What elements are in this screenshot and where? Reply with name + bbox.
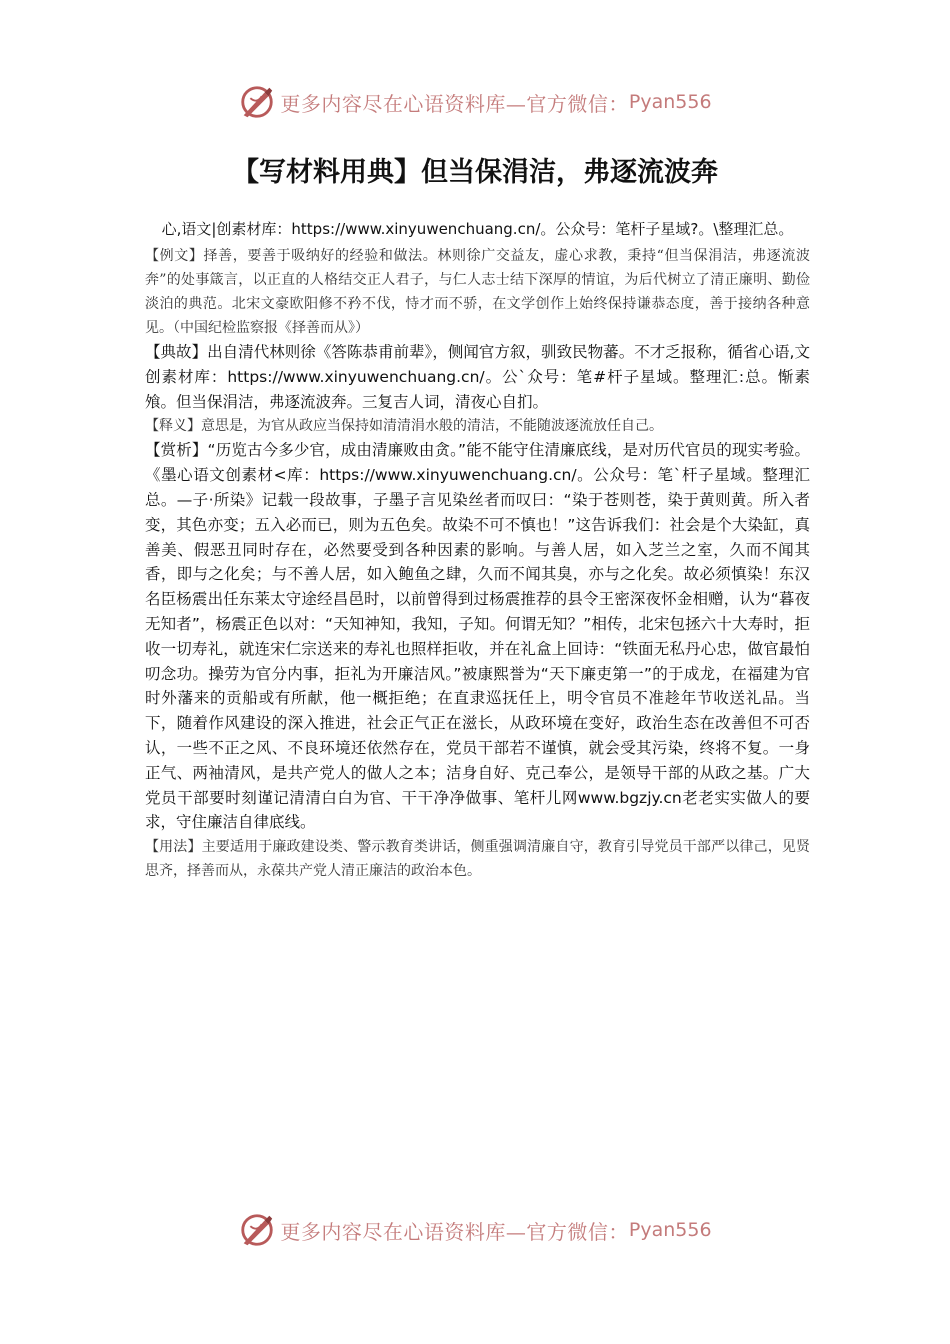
- article-body: [145, 218, 810, 883]
- section-origin: [145, 340, 810, 414]
- section-meaning-tag: 【释义】: [145, 418, 201, 435]
- section-usage: [145, 835, 810, 883]
- section-analysis-text: “历览古今多少官，成由清廉败由贪。”能不能守住清廉底线，是对历代官员的现实考验。《墨心语文创素材<库：https://www.xinyuwenchuang.cn/。公众号：笔`杆子星域。整理汇总。—子·所染》记载一段故事，子墨子言见染丝者而叹曰：“染于苍则苍，染于黄则黄。所入者变，其色亦变；五入必而已，则为五色矣。故染不可不慎也！”这告诉我们：社会是个大染缸，真善美、假恶丑同时存在，必然要受到各种因素的影响。与善人居，如入芝兰之室，久而不闻其香，即与之化矣；与不善人居，如入鲍鱼之肆，久而不闻其臭，亦与之化矣。故必须慎染！东汉名臣杨震出任东莱太守途经昌邑时，以前曾得到过杨震推荐的县令王密深夜怀金相赠，认为“暮夜无知者”，杨震正色以对：“天知神知，我知，子知。何谓无知？”相传，北宋包拯六十大寿时，拒收一切寿礼，就连宋仁宗送来的寿礼也照样拒收，并在礼盒上回诗：“铁面无私丹心忠，做官最怕叨念功。操劳为官分内事，拒礼为开廉洁风。”被康熙誉为“天下廉吏第一”的于成龙，在福建为官时外藩来的贡船或有所献，他一概拒绝；在直隶巡抚任上，明令官员不准趁年节收送礼品。当下，随着作风建设的深入推进，社会正气正在滋长，从政环境在变好，政治生态在改善但不可否认，一些不正之风、不良环境还依然存在，党员干部若不谨慎，就会受其污染，终将不复。一身正气、两袖清风，是共产党人的做人之本；洁身自好、克己奉公，是领导干部的从政之基。广大党员干部要时刻谨记清清白白为官、干干净净做事、笔杆儿网www.bgzjy.cn老老实实做人的要求，守住廉洁自律底线。: [145, 441, 810, 832]
- section-origin-tag: 【典故】: [145, 343, 208, 361]
- section-usage-tag: 【用法】: [145, 839, 202, 856]
- pen-logo-icon: [238, 83, 276, 121]
- page-title: 【写材料用典】但当保涓洁，弗逐流波奔: [232, 157, 718, 188]
- source-intro: 心,语文|创素材库：https://www.xinyuwenchuang.cn/。公众号：笔杆子星域?。\整理汇总。: [161, 220, 794, 238]
- section-analysis-tag: 【赏析】: [145, 441, 208, 460]
- section-origin-text: 出自清代林则徐《答陈恭甫前辈》，侧闻官方叙，驯致民物蕃。不才乏报称，循省心语,文创素材库：https://www.xinyuwenchuang.cn/。公`众号：笔#杆子星域。整理汇:总。惭素飧。但当保涓洁，弗逐流波奔。三复吉人词，清夜心自扪。: [145, 343, 810, 411]
- section-example-tag: 【例文】: [145, 248, 204, 264]
- section-analysis: [145, 438, 810, 835]
- section-example-text: 择善，要善于吸纳好的经验和做法。林则徐广交益友，虚心求教，秉持“但当保涓洁，弗逐流波奔”的处事箴言，以正直的人格结交正人君子，与仁人志士结下深厚的情谊，为后代树立了清正廉明、勤俭淡泊的典范。北宋文豪欧阳修不矜不伐，恃才而不骄，在文学创作上始终保持谦恭态度，善于接纳各种意见。（中国纪检监察报《择善而从》）: [145, 248, 811, 336]
- section-usage-text: 主要适用于廉政建设类、警示教育类讲话，侧重强调清廉自守，教育引导党员干部严以律己，见贤思齐，择善而从，永葆共产党人清正廉洁的政治本色。: [145, 839, 810, 880]
- banner-wechat-id: Pyan556: [628, 91, 712, 113]
- pen-logo-icon: [238, 1211, 276, 1249]
- header-banner: [0, 82, 950, 122]
- banner-text: 更多内容尽在心语资料库—官方微信：: [280, 91, 629, 116]
- section-meaning-text: 意思是，为官从政应当保持如清清涓水般的清洁，不能随波逐流放任自己。: [201, 418, 663, 435]
- section-example: [145, 244, 810, 340]
- section-meaning: [145, 414, 810, 438]
- footer-banner: [0, 1210, 950, 1250]
- banner-text: 更多内容尽在心语资料库—官方微信：: [280, 1219, 629, 1244]
- banner-wechat-id: Pyan556: [628, 1219, 712, 1241]
